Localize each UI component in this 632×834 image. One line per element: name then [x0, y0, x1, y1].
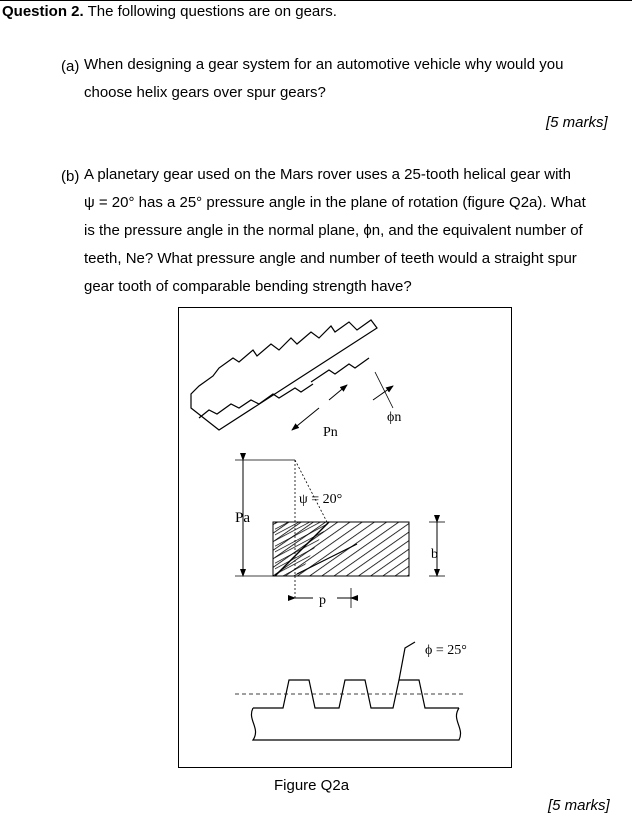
b-label: b	[431, 547, 438, 562]
part-b-text	[84, 161, 586, 301]
normal-section-rack	[191, 320, 377, 430]
part-b-line-4: teeth, Ne? What pressure angle and number of teeth would a straight spur	[84, 250, 577, 267]
p-n-label: Pn	[323, 425, 338, 440]
part-b-line-1: A planetary gear used on the Mars rover uses a 25-tooth helical gear with	[84, 166, 571, 183]
figure-caption: Figure Q2a	[274, 777, 350, 794]
question-number: Question 2.	[2, 3, 84, 20]
part-a-line-2: choose helix gears over spur gears?	[84, 84, 326, 101]
part-a-label: (a)	[61, 58, 80, 75]
p-a-label: Pa	[235, 510, 250, 526]
part-a-text	[84, 51, 563, 107]
part-b-line-5: gear tooth of comparable bending strength have?	[84, 278, 412, 295]
pn-arrow-left	[292, 408, 319, 430]
phi-label: ϕ = 25°	[425, 643, 467, 658]
part-a-line-1: When designing a gear system for an automotive vehicle why would you	[84, 56, 564, 73]
top-rule	[0, 0, 632, 1]
phi-n-label: ϕn	[387, 410, 402, 425]
pn-arrow-right	[329, 385, 347, 400]
phin-angle-line	[375, 372, 393, 408]
question-title	[2, 3, 337, 20]
part-a-marks: [5 marks]	[546, 114, 608, 131]
question-intro: The following questions are on gears.	[87, 3, 337, 20]
gear-diagram	[179, 308, 511, 767]
p-label: p	[319, 593, 326, 608]
part-b-marks: [5 marks]	[548, 797, 610, 814]
part-b-line-2: ψ = 20° has a 25° pressure angle in the plane of rotation (figure Q2a). What	[84, 194, 586, 211]
part-b-label: (b)	[61, 168, 80, 185]
psi-label: ψ = 20°	[299, 492, 343, 507]
figure-q2a	[178, 307, 512, 768]
helical-top-view	[235, 460, 445, 608]
part-b-line-3: is the pressure angle in the normal plane, ϕn, and the equivalent number of	[84, 222, 583, 239]
